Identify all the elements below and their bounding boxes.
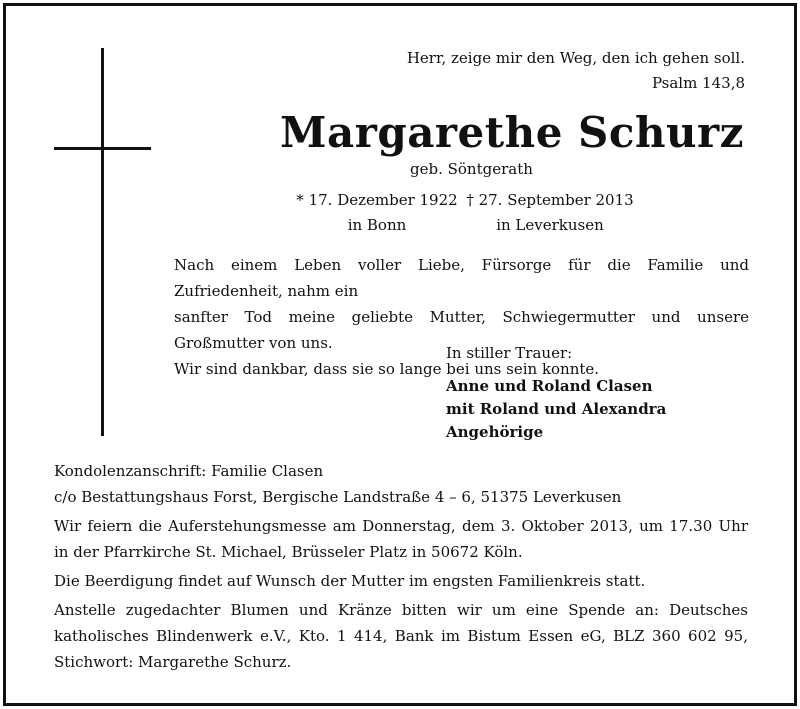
mourners-list <box>446 375 666 444</box>
cross-horizontal-bar <box>54 147 151 150</box>
condolence-address-line: c/o Bestattungshaus Forst, Bergische Landstraße 4 – 6, 51375 Leverkusen <box>54 488 622 506</box>
mourner-name: Angehörige <box>446 423 544 441</box>
burial-note: Die Beerdigung findet auf Wunsch der Mutter im engsten Familienkreis statt. <box>54 572 646 590</box>
obituary-line: Nach einem Leben voller Liebe, Fürsorge für die Familie und Zufriedenheit, nahm ein <box>174 256 749 300</box>
donation-request: Anstelle zugedachter Blumen und Kränze bitten wir um eine Spende an: Deutsches katholisches Blindenwerk e.V., Kto. 1 414, Bank im Bistum Essen eG, BLZ 360 602 95, Stichwort: Margarethe Schurz. <box>54 601 748 671</box>
birth-info <box>282 188 472 238</box>
death-place: in Leverkusen <box>496 216 604 234</box>
mourner-name: Anne und Roland Clasen <box>446 377 653 395</box>
mourner-name: mit Roland und Alexandra <box>446 400 667 418</box>
psalm-quote: Herr, zeige mir den Weg, den ich gehen soll. <box>406 49 745 67</box>
birth-date: * 17. Dezember 1922 <box>296 191 458 209</box>
condolence-address-line: Kondolenzanschrift: Familie Clasen <box>54 462 324 480</box>
notice-footer <box>54 458 748 675</box>
birth-place: in Bonn <box>347 216 407 234</box>
death-date: † 27. September 2013 <box>466 191 634 209</box>
maiden-name: geb. Söntgerath <box>410 160 533 178</box>
death-info <box>450 188 650 238</box>
psalm-reference: Psalm 143,8 <box>651 74 745 92</box>
obituary-text <box>174 252 749 382</box>
psalm-quote-block <box>407 46 745 96</box>
deceased-name: Margarethe Schurz <box>280 108 744 157</box>
mourning-heading: In stiller Trauer: <box>446 344 573 362</box>
mass-announcement: Wir feiern die Auferstehungsmesse am Donnerstag, dem 3. Oktober 2013, um 17.30 Uhr in der Pfarrkirche St. Michael, Brüsseler Platz in 50672 Köln. <box>54 517 748 561</box>
obituary-line: sanfter Tod meine geliebte Mutter, Schwiegermutter und unsere Großmutter von uns. <box>174 308 749 352</box>
cross-vertical-bar <box>101 48 104 436</box>
obituary-line: Wir sind dankbar, dass sie so lange bei uns sein konnte. <box>174 360 600 378</box>
